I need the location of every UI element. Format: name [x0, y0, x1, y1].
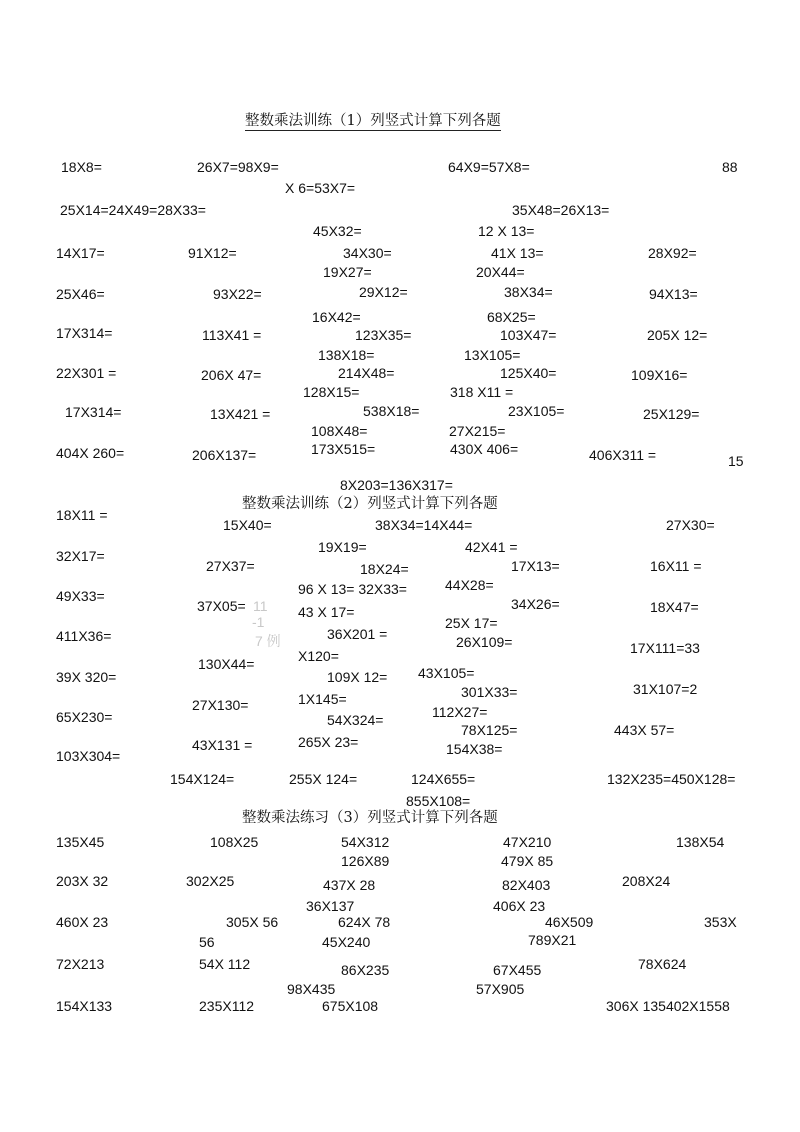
problem: 479X 85 [501, 853, 554, 869]
problem: 20X44= [476, 264, 525, 280]
problem: 49X33= [56, 588, 105, 604]
problem: 154X124= [170, 771, 235, 787]
problem: 318 X11 = [450, 384, 514, 400]
problem: 103X47= [500, 327, 557, 343]
problem: 108X48= [311, 423, 368, 439]
problem: 265X 23= [298, 734, 359, 750]
problem: 27X215= [449, 423, 506, 439]
problem: 78X624 [638, 956, 687, 972]
problem: 8X203=136X317= [340, 477, 453, 493]
problem: 39X 320= [56, 669, 117, 685]
problem: 112X27= [432, 704, 488, 720]
problem: 13X105= [464, 347, 521, 363]
problem: 38X34= [504, 284, 553, 300]
problem: 28X92= [648, 245, 697, 261]
problem: 154X133 [56, 998, 113, 1014]
problem: 86X235 [341, 962, 390, 978]
section-1-title: 整数乘法训练（1）列竖式计算下列各题 [245, 113, 501, 129]
problem: 125X40= [500, 365, 557, 381]
problem: 124X655= [411, 771, 476, 787]
problem: 43 X 17= [298, 604, 355, 620]
problem: 68X25= [487, 309, 536, 325]
problem: 132X235=450X128= [607, 771, 736, 787]
problem: 67X455 [493, 962, 542, 978]
problem: 624X 78 [338, 914, 391, 930]
problem: 17X111=33 [630, 640, 700, 656]
problem: 123X35= [355, 327, 412, 343]
problem: 208X24 [622, 873, 671, 889]
problem: 45X32= [313, 223, 362, 239]
problem: 72X213 [56, 956, 105, 972]
problem: 135X45 [56, 834, 105, 850]
problem: 404X 260= [56, 445, 125, 461]
problem: 109X16= [631, 367, 688, 383]
problem: 17X314= [65, 404, 122, 420]
problem: 27X37= [206, 558, 255, 574]
problem: 43X105= [418, 665, 475, 681]
problem: 460X 23 [56, 914, 109, 930]
problem: 96 X 13= 32X33= [298, 581, 407, 597]
problem: 27X130= [192, 697, 249, 713]
problem: 34X26= [511, 596, 560, 612]
problem: 47X210 [503, 834, 552, 850]
problem: 443X 57= [614, 722, 675, 738]
problem: 206X 47= [201, 367, 262, 383]
problem: 36X201 = [327, 626, 388, 642]
problem: 14X17= [56, 245, 105, 261]
problem: 235X112 [199, 998, 255, 1014]
problem: 18X24= [360, 561, 409, 577]
problem: 26X7=98X9= [197, 159, 279, 175]
problem: 103X304= [56, 748, 121, 764]
problem: 91X12= [188, 245, 237, 261]
section-2-title: 整数乘法训练（2）列竖式计算下列各题 [242, 496, 498, 512]
problem: 94X13= [649, 286, 698, 302]
problem: 406X 23 [493, 898, 546, 914]
problem: 64X9=57X8= [448, 159, 530, 175]
problem: 16X11 = [650, 558, 702, 574]
problem: 306X 135402X1558 [606, 998, 730, 1014]
problem: 411X36= [56, 628, 112, 644]
scan-artifact: 7 例 [255, 633, 281, 649]
problem: 205X 12= [647, 327, 708, 343]
problem: 12 X 13= [478, 223, 535, 239]
problem: 430X 406= [450, 441, 519, 457]
problem: X120= [298, 648, 339, 664]
problem: 32X17= [56, 548, 105, 564]
problem: 18X11 = [56, 507, 108, 523]
problem: 54X 112 [199, 956, 251, 972]
problem: 65X230= [56, 709, 113, 725]
problem: 17X13= [511, 558, 560, 574]
problem: 36X137 [306, 898, 355, 914]
problem: 538X18= [363, 403, 420, 419]
problem: 789X21 [528, 932, 577, 948]
problem: 353X [704, 914, 737, 930]
problem: 130X44= [198, 656, 255, 672]
problem: 41X 13= [491, 245, 544, 261]
problem: 15X40= [223, 517, 272, 533]
problem: 54X324= [327, 712, 384, 728]
problem: 25X129= [643, 406, 700, 422]
problem: 82X403 [502, 877, 551, 893]
problem: 31X107=2 [633, 681, 698, 697]
scan-artifact: -1 [252, 614, 265, 630]
problem: 108X25 [210, 834, 259, 850]
problem: 305X 56 [226, 914, 279, 930]
problem: 16X42= [312, 309, 361, 325]
problem: 19X27= [323, 264, 372, 280]
problem: 203X 32 [56, 873, 109, 889]
problem: 35X48=26X13= [512, 202, 610, 218]
problem: 25X14=24X49=28X33= [60, 202, 206, 218]
problem: 1X145= [298, 691, 347, 707]
problem: 34X30= [343, 245, 392, 261]
problem: 43X131 = [192, 737, 253, 753]
problem: 46X509 [545, 914, 594, 930]
problem: 42X41 = [465, 539, 518, 555]
problem: 27X30= [666, 517, 715, 533]
problem: 15 [728, 453, 744, 469]
problem: 19X19= [318, 539, 367, 555]
problem: 22X301 = [56, 365, 117, 381]
problem: 17X314= [56, 325, 113, 341]
problem: 214X48= [338, 365, 395, 381]
problem: 437X 28 [323, 877, 376, 893]
problem: 301X33= [461, 684, 518, 700]
problem: 302X25 [186, 873, 235, 889]
problem: 25X46= [56, 286, 105, 302]
problem: 13X421 = [210, 406, 271, 422]
problem: 173X515= [311, 441, 376, 457]
section-3-title: 整数乘法练习（3）列竖式计算下列各题 [242, 810, 498, 826]
problem: 57X905 [476, 981, 525, 997]
problem: 138X18= [318, 347, 375, 363]
problem: 37X05= [197, 598, 246, 614]
problem: 18X47= [650, 599, 699, 615]
problem: X 6=53X7= [285, 180, 356, 196]
problem: 126X89 [341, 853, 390, 869]
problem: 23X105= [508, 403, 565, 419]
problem: 18X8= [61, 159, 102, 175]
problem: 88 [722, 159, 738, 175]
problem: 855X108= [406, 793, 471, 809]
problem: 25X 17= [445, 615, 498, 631]
problem: 255X 124= [289, 771, 358, 787]
problem: 98X435 [287, 981, 336, 997]
problem: 93X22= [213, 286, 262, 302]
problem: 154X38= [446, 741, 503, 757]
problem: 45X240 [322, 934, 371, 950]
scan-artifact: 11 [253, 598, 268, 614]
problem: 109X 12= [327, 669, 388, 685]
problem: 406X311 = [589, 447, 657, 463]
problem: 206X137= [192, 447, 257, 463]
problem: 675X108 [322, 998, 379, 1014]
problem: 29X12= [359, 284, 408, 300]
problem: 26X109= [456, 634, 513, 650]
problem: 138X54 [676, 834, 725, 850]
problem: 128X15= [303, 384, 360, 400]
problem: 38X34=14X44= [375, 517, 473, 533]
problem: 78X125= [461, 722, 518, 738]
problem: 113X41 = [202, 327, 262, 343]
problem: 54X312 [341, 834, 390, 850]
problem: 56 [199, 934, 215, 950]
problem: 44X28= [445, 577, 494, 593]
